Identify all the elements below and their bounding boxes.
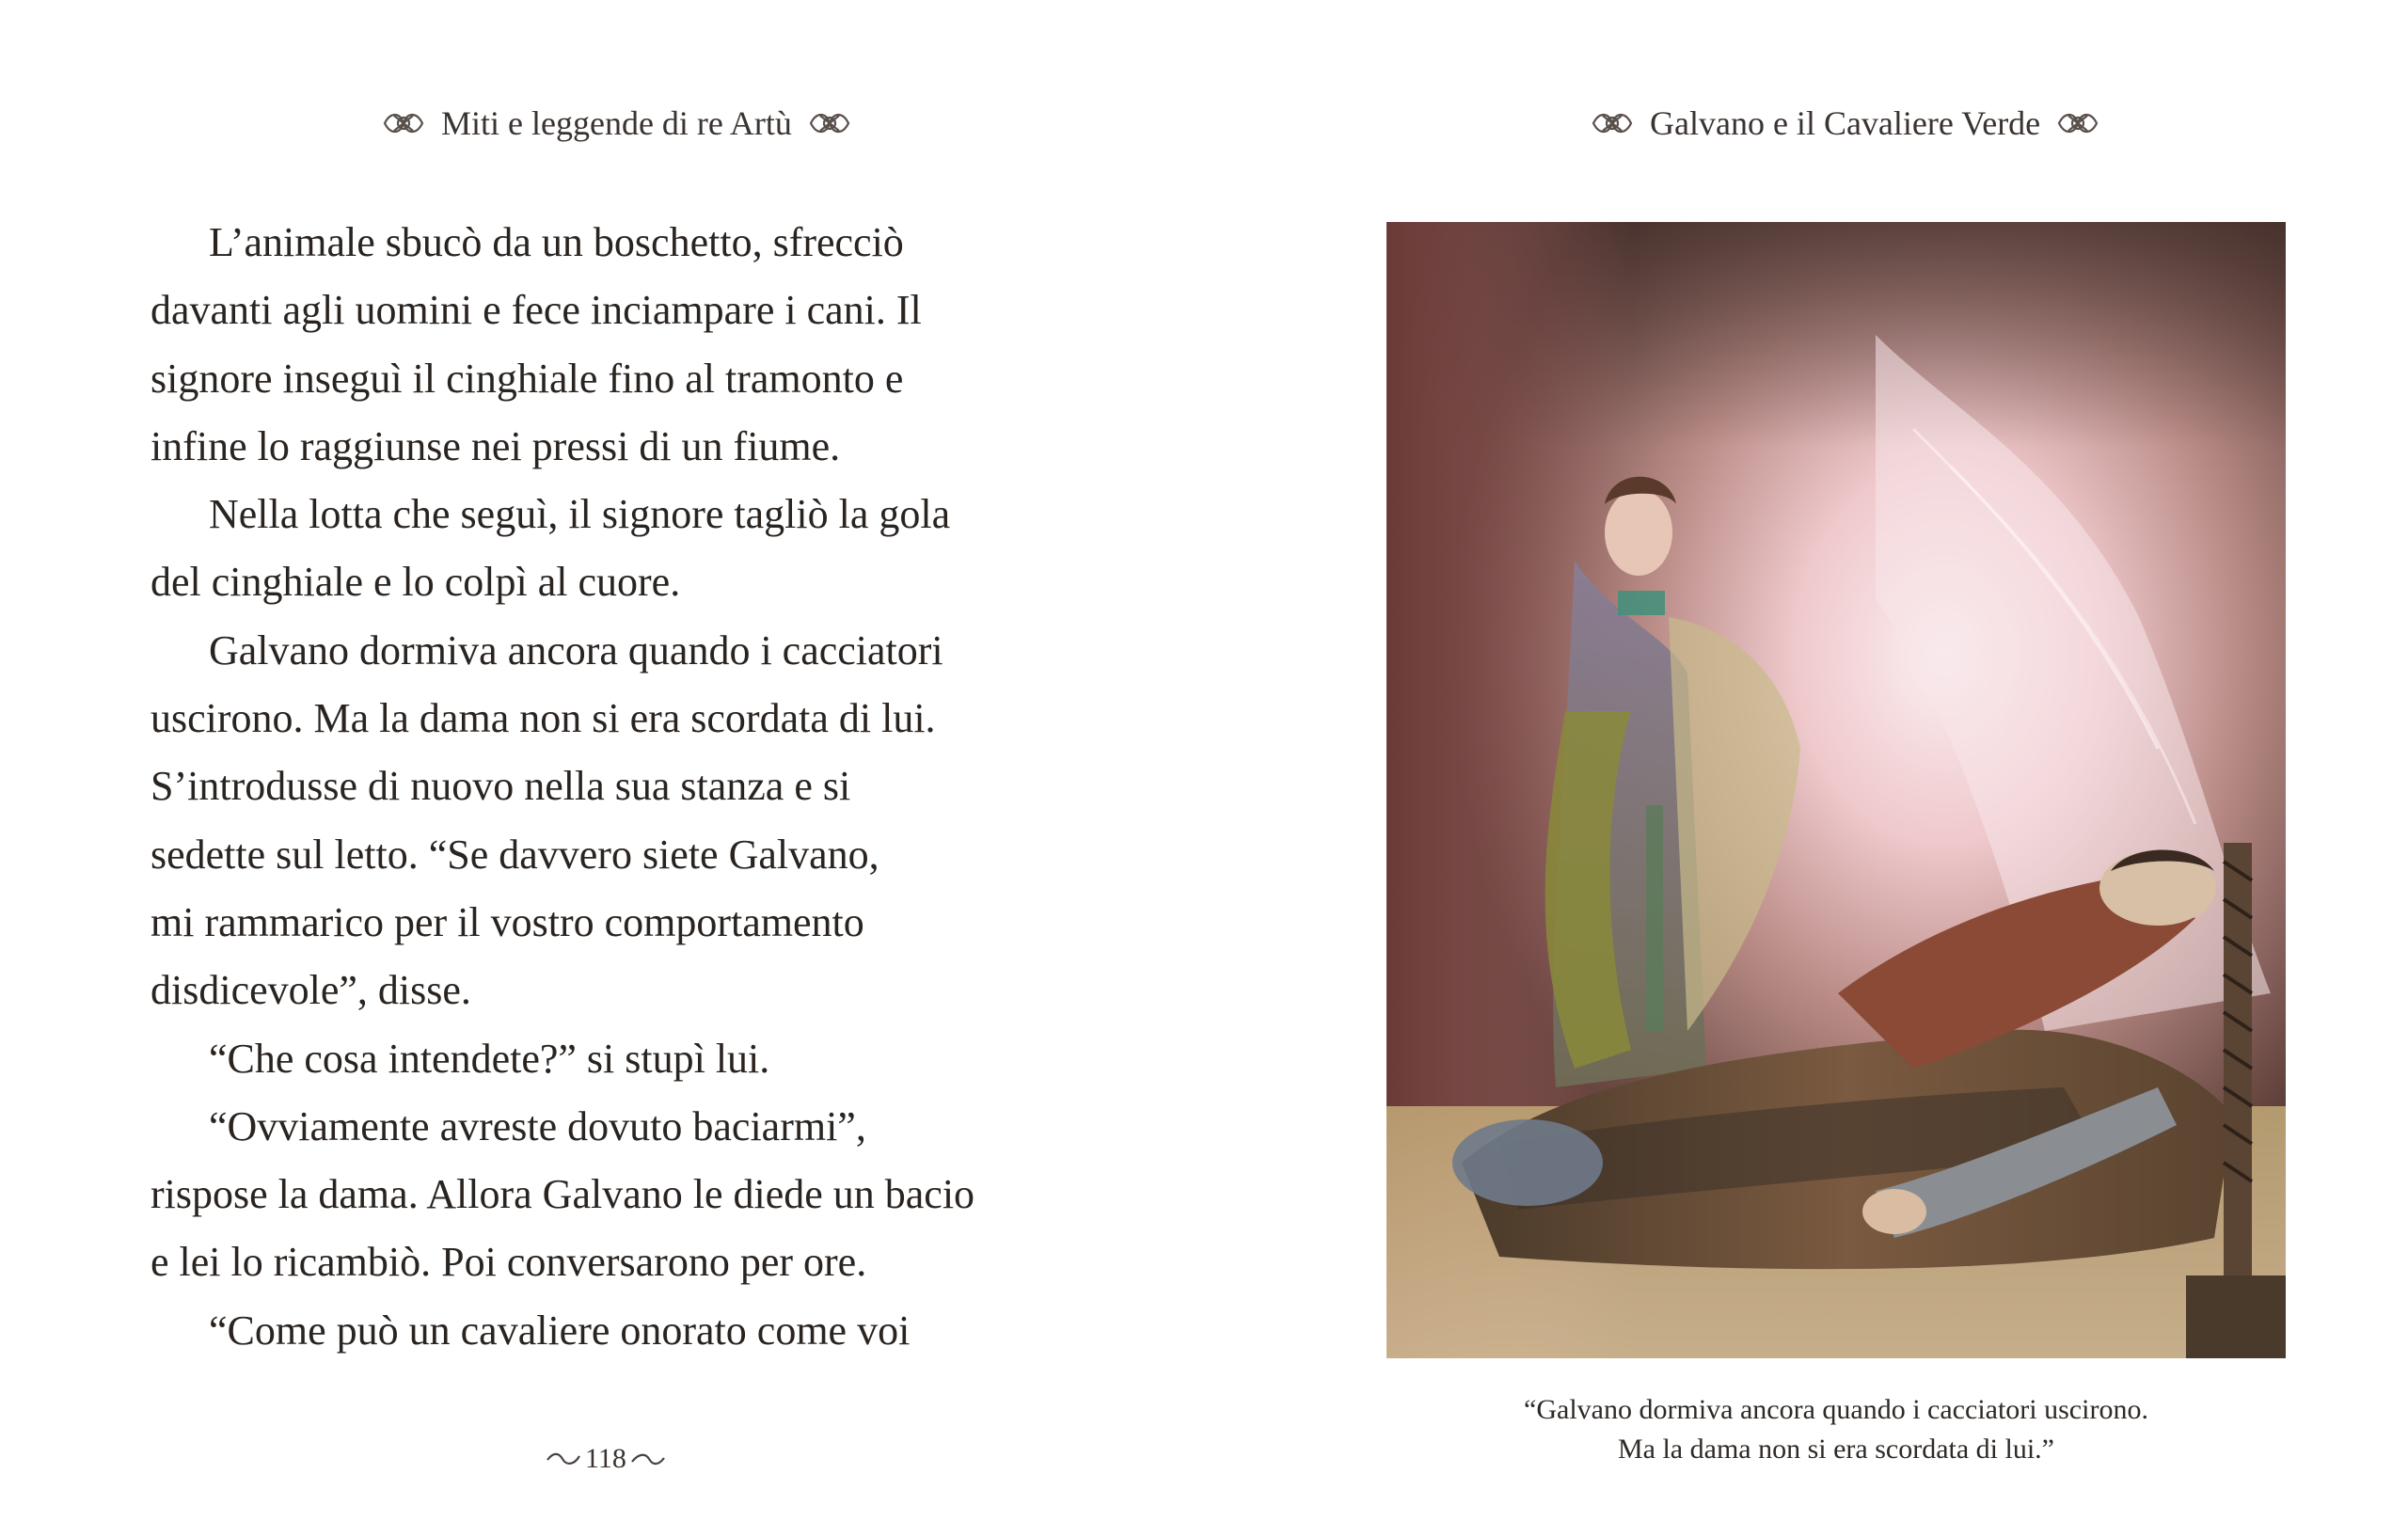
text-line: del cinghiale e lo colpì al cuore. — [150, 559, 681, 606]
text-line: “Che cosa intendete?” si stupì lui. — [209, 1035, 770, 1082]
celtic-knot-icon — [807, 104, 852, 142]
text-line: Galvano dormiva ancora quando i cacciatori — [209, 626, 943, 673]
text-line: L’animale sbucò da un boschetto, sfrecciò — [209, 219, 904, 265]
celtic-knot-icon — [2055, 104, 2100, 142]
page-number — [546, 1443, 666, 1475]
running-head-left — [381, 103, 852, 143]
text-line: Nella lotta che seguì, il signore tagliò la gola — [209, 491, 951, 538]
text-line: mi rammarico per il vostro comportamento — [150, 898, 864, 945]
caption-line: “Galvano dormiva ancora quando i cacciatori uscirono. — [1524, 1394, 2148, 1425]
celtic-knot-icon — [1590, 104, 1635, 142]
illustration — [1386, 222, 2286, 1358]
text-line: rispose la dama. Allora Galvano le diede un bacio — [150, 1171, 975, 1218]
text-line: davanti agli uomini e fece inciampare i cani. Il — [150, 287, 922, 334]
celtic-knot-icon — [381, 104, 426, 142]
illustration-caption — [1386, 1390, 2286, 1469]
swash-icon — [546, 1450, 581, 1467]
text-line: disdicevole”, disse. — [150, 967, 471, 1014]
body-text — [150, 209, 1054, 1365]
running-head-title: Galvano e il Cavaliere Verde — [1650, 104, 2041, 142]
swash-icon — [630, 1450, 666, 1467]
text-line: e lei lo ricambiò. Poi conversarono per ore. — [150, 1239, 867, 1286]
text-line: sedette sul letto. “Se davvero siete Galvano, — [150, 831, 879, 878]
text-line: infine lo raggiunse nei pressi di un fiume. — [150, 422, 841, 469]
text-line: “Come può un cavaliere onorato come voi — [209, 1307, 911, 1354]
caption-line: Ma la dama non si era scordata di lui.” — [1617, 1434, 2054, 1465]
text-line: uscirono. Ma la dama non si era scordata di lui. — [150, 695, 936, 742]
running-head-right — [1590, 103, 2100, 143]
running-head-title: Miti e leggende di re Artù — [441, 104, 792, 142]
text-line: S’introdusse di nuovo nella sua stanza e si — [150, 763, 851, 810]
page-number-text: 118 — [585, 1443, 626, 1474]
text-line: signore inseguì il cinghiale fino al tramonto e — [150, 355, 904, 402]
text-line: “Ovviamente avreste dovuto baciarmi”, — [209, 1102, 866, 1149]
